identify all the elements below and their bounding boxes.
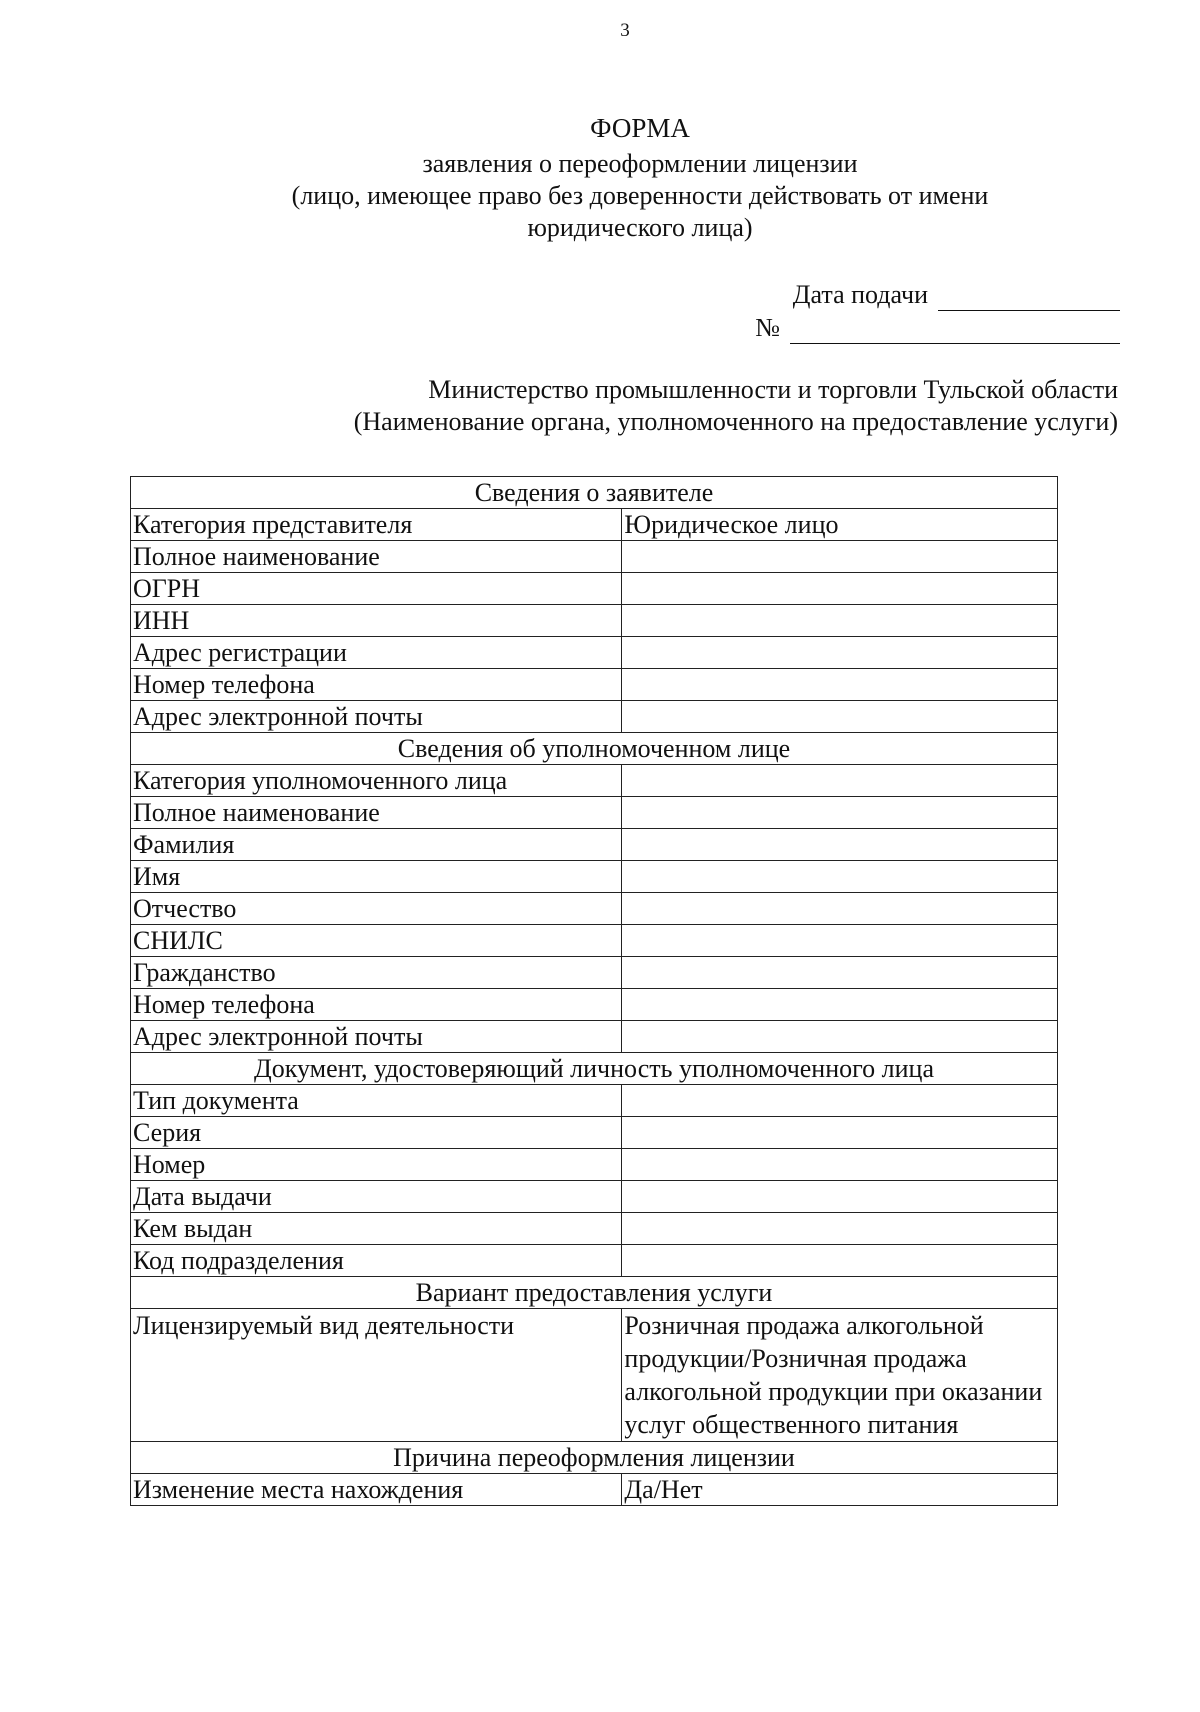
field-value[interactable] — [622, 1021, 1058, 1053]
table-row — [131, 1245, 1058, 1277]
field-value[interactable] — [622, 925, 1058, 957]
table-row — [131, 637, 1058, 669]
table-row — [131, 669, 1058, 701]
field-value[interactable] — [622, 829, 1058, 861]
title-line-form: ФОРМА — [590, 113, 690, 143]
section-header-service-variant: Вариант предоставления услуги — [131, 1277, 1058, 1309]
field-label: ИНН — [131, 605, 622, 637]
table-row — [131, 1474, 1058, 1506]
section-header-row — [131, 1277, 1058, 1309]
form-title — [140, 112, 1140, 244]
field-value[interactable] — [622, 1149, 1058, 1181]
field-label: Категория представителя — [131, 509, 622, 541]
table-row — [131, 1213, 1058, 1245]
authority-name: Министерство промышленности и торговли Тульской области — [428, 375, 1118, 404]
section-header-row — [131, 733, 1058, 765]
field-label: Имя — [131, 861, 622, 893]
table-row — [131, 1149, 1058, 1181]
field-label: Номер — [131, 1149, 622, 1181]
field-value[interactable] — [622, 1181, 1058, 1213]
table-row — [131, 1021, 1058, 1053]
field-label: Тип документа — [131, 1085, 622, 1117]
field-value[interactable] — [622, 797, 1058, 829]
table-row — [131, 829, 1058, 861]
table-row — [131, 797, 1058, 829]
section-header-row — [131, 477, 1058, 509]
title-line-purpose: заявления о переоформлении лицензии — [422, 149, 858, 178]
submission-date-field[interactable] — [938, 286, 1120, 311]
field-label: Лицензируемый вид деятельности — [131, 1309, 622, 1442]
field-value[interactable] — [622, 1213, 1058, 1245]
field-label: Изменение места нахождения — [131, 1474, 622, 1506]
field-value[interactable] — [622, 893, 1058, 925]
field-label: Полное наименование — [131, 541, 622, 573]
table-row — [131, 1309, 1058, 1442]
submission-block — [700, 278, 1120, 344]
field-label: Фамилия — [131, 829, 622, 861]
field-value[interactable] — [622, 669, 1058, 701]
field-label: Полное наименование — [131, 797, 622, 829]
field-value[interactable] — [622, 541, 1058, 573]
field-value[interactable]: Розничная продажа алкогольной продукции/Розничная продажа алкогольной продукции при оказании услуг общественного питания — [622, 1309, 1058, 1442]
field-value[interactable] — [622, 605, 1058, 637]
section-header-row — [131, 1442, 1058, 1474]
authority-block — [218, 374, 1118, 438]
form-table-body — [131, 477, 1058, 1506]
submission-date-label: Дата подачи — [792, 280, 928, 309]
field-label: Код подразделения — [131, 1245, 622, 1277]
field-label: Кем выдан — [131, 1213, 622, 1245]
field-label: Категория уполномоченного лица — [131, 765, 622, 797]
field-label: Номер телефона — [131, 669, 622, 701]
section-header-authorized: Сведения об уполномоченном лице — [131, 733, 1058, 765]
table-row — [131, 701, 1058, 733]
field-value[interactable] — [622, 861, 1058, 893]
table-row — [131, 1085, 1058, 1117]
field-label: Гражданство — [131, 957, 622, 989]
table-row — [131, 893, 1058, 925]
application-form-table — [130, 476, 1058, 1506]
table-row — [131, 957, 1058, 989]
section-header-id-document: Документ, удостоверяющий личность уполномоченного лица — [131, 1053, 1058, 1085]
field-value[interactable] — [622, 573, 1058, 605]
field-value[interactable]: Юридическое лицо — [622, 509, 1058, 541]
title-line-applicant-cont: юридического лица) — [527, 213, 753, 242]
field-label: СНИЛС — [131, 925, 622, 957]
table-row — [131, 1181, 1058, 1213]
table-row — [131, 605, 1058, 637]
field-value[interactable] — [622, 765, 1058, 797]
field-label: Серия — [131, 1117, 622, 1149]
table-row — [131, 1117, 1058, 1149]
field-value[interactable] — [622, 701, 1058, 733]
field-label: Отчество — [131, 893, 622, 925]
table-row — [131, 541, 1058, 573]
table-row — [131, 989, 1058, 1021]
field-label: Адрес электронной почты — [131, 1021, 622, 1053]
field-label: Дата выдачи — [131, 1181, 622, 1213]
field-value[interactable] — [622, 957, 1058, 989]
table-row — [131, 765, 1058, 797]
table-row — [131, 925, 1058, 957]
table-row — [131, 573, 1058, 605]
field-label: Адрес регистрации — [131, 637, 622, 669]
authority-caption: (Наименование органа, уполномоченного на предоставление услуги) — [353, 407, 1118, 436]
field-value[interactable]: Да/Нет — [622, 1474, 1058, 1506]
submission-number-field[interactable] — [790, 319, 1120, 344]
submission-number-row — [700, 311, 1120, 344]
field-label: Номер телефона — [131, 989, 622, 1021]
field-value[interactable] — [622, 637, 1058, 669]
field-label: Адрес электронной почты — [131, 701, 622, 733]
section-header-reason: Причина переоформления лицензии — [131, 1442, 1058, 1474]
title-line-applicant: (лицо, имеющее право без доверенности действовать от имени — [291, 181, 989, 210]
field-value[interactable] — [622, 989, 1058, 1021]
field-label: ОГРН — [131, 573, 622, 605]
page-number: 3 — [620, 20, 630, 41]
submission-number-label: № — [755, 313, 780, 342]
table-row — [131, 509, 1058, 541]
submission-date-row — [700, 278, 1120, 311]
table-row — [131, 861, 1058, 893]
field-value[interactable] — [622, 1085, 1058, 1117]
section-header-row — [131, 1053, 1058, 1085]
section-header-applicant: Сведения о заявителе — [131, 477, 1058, 509]
field-value[interactable] — [622, 1245, 1058, 1277]
field-value[interactable] — [622, 1117, 1058, 1149]
